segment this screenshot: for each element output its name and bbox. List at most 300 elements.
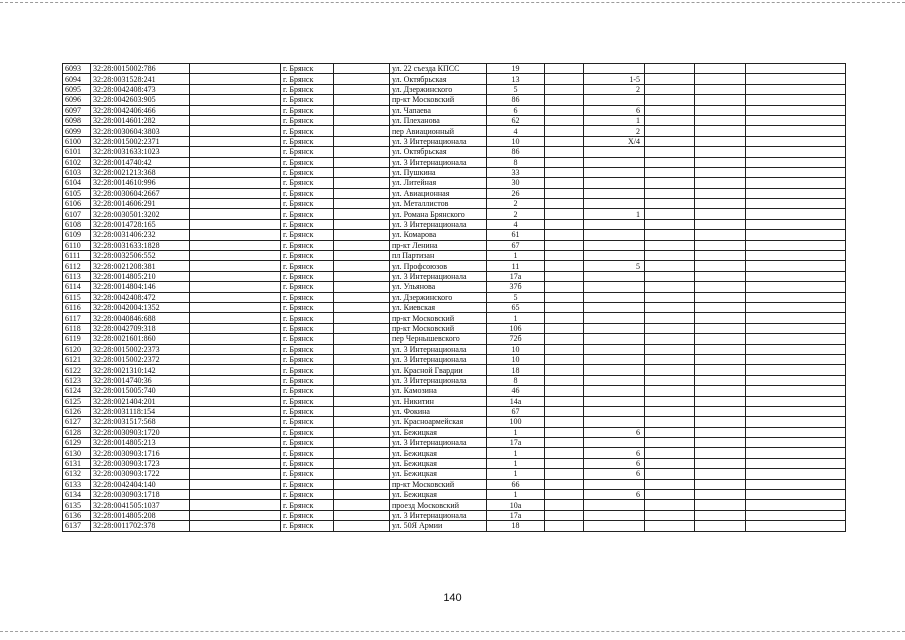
cell-house: 72б	[487, 334, 545, 344]
cell-num: 6113	[63, 271, 91, 281]
cell-empty	[545, 282, 584, 292]
cell-cad: 32:28:0042603:905	[91, 95, 190, 105]
cell-empty	[746, 126, 846, 136]
cell-city: г. Брянск	[281, 126, 334, 136]
cell-empty	[334, 365, 390, 375]
cell-house: 86	[487, 95, 545, 105]
cell-empty	[190, 490, 281, 500]
cell-empty	[545, 95, 584, 105]
cell-street: ул. Красной Гвардии	[390, 365, 487, 375]
cell-empty	[695, 167, 746, 177]
cell-empty	[190, 323, 281, 333]
table-row	[63, 261, 846, 271]
cell-empty	[334, 188, 390, 198]
cell-cad: 32:28:0014610:996	[91, 178, 190, 188]
cell-empty	[545, 261, 584, 271]
cell-street: ул. Фокина	[390, 406, 487, 416]
cell-street: ул. Комарова	[390, 230, 487, 240]
cell-empty	[645, 136, 695, 146]
cell-empty	[645, 386, 695, 396]
cell-flat	[584, 167, 645, 177]
cell-empty	[746, 105, 846, 115]
cell-city: г. Брянск	[281, 344, 334, 354]
cell-empty	[645, 64, 695, 74]
cell-cad: 32:28:0030903:1718	[91, 490, 190, 500]
cell-empty	[334, 271, 390, 281]
cell-empty	[334, 292, 390, 302]
cell-city: г. Брянск	[281, 292, 334, 302]
cell-empty	[545, 230, 584, 240]
cell-house: 67	[487, 406, 545, 416]
cell-cad: 32:28:0014606:291	[91, 199, 190, 209]
cell-street: пл Партизан	[390, 251, 487, 261]
cell-empty	[746, 188, 846, 198]
table-row	[63, 136, 846, 146]
cell-empty	[645, 74, 695, 84]
cell-empty	[190, 521, 281, 531]
cell-flat: 6	[584, 427, 645, 437]
cell-empty	[545, 354, 584, 364]
cell-street: ул. Камозина	[390, 386, 487, 396]
cell-empty	[190, 396, 281, 406]
cell-num: 6118	[63, 323, 91, 333]
cell-empty	[645, 396, 695, 406]
cell-empty	[190, 427, 281, 437]
cell-empty	[746, 313, 846, 323]
cell-empty	[190, 271, 281, 281]
cell-empty	[545, 136, 584, 146]
cell-empty	[645, 521, 695, 531]
cell-street: ул. 3 Интернационала	[390, 344, 487, 354]
cell-empty	[746, 365, 846, 375]
cell-city: г. Брянск	[281, 147, 334, 157]
cell-num: 6104	[63, 178, 91, 188]
cell-street: ул. Бежицкая	[390, 448, 487, 458]
cell-cad: 32:28:0015005:740	[91, 386, 190, 396]
cell-empty	[190, 115, 281, 125]
cell-flat	[584, 438, 645, 448]
cell-city: г. Брянск	[281, 448, 334, 458]
cell-num: 6121	[63, 354, 91, 364]
cell-street: пр-кт Московский	[390, 95, 487, 105]
cell-house: 8	[487, 375, 545, 385]
cell-empty	[695, 458, 746, 468]
cell-cad: 32:28:0042408:473	[91, 84, 190, 94]
cell-cad: 32:28:0014728:165	[91, 219, 190, 229]
cell-empty	[746, 74, 846, 84]
cell-flat	[584, 334, 645, 344]
cell-empty	[645, 178, 695, 188]
cell-cad: 32:28:0015002:2372	[91, 354, 190, 364]
cell-empty	[746, 334, 846, 344]
cell-empty	[695, 74, 746, 84]
cell-cad: 32:28:0014740:42	[91, 157, 190, 167]
cell-empty	[334, 136, 390, 146]
cell-empty	[695, 417, 746, 427]
table-row	[63, 271, 846, 281]
table-row	[63, 84, 846, 94]
cell-street: ул. 3 Интернационала	[390, 271, 487, 281]
table-row	[63, 427, 846, 437]
cell-empty	[545, 500, 584, 510]
cell-empty	[190, 105, 281, 115]
cell-house: 1	[487, 469, 545, 479]
cell-cad: 32:28:0021404:201	[91, 396, 190, 406]
cell-house: 1	[487, 490, 545, 500]
cell-empty	[190, 230, 281, 240]
cell-num: 6126	[63, 406, 91, 416]
cell-cad: 32:28:0042404:140	[91, 479, 190, 489]
cell-street: ул. Бежицкая	[390, 490, 487, 500]
cell-cad: 32:28:0030501:3202	[91, 209, 190, 219]
table-row	[63, 365, 846, 375]
cell-cad: 32:28:0021601:860	[91, 334, 190, 344]
cell-flat	[584, 354, 645, 364]
cell-cad: 32:28:0030903:1716	[91, 448, 190, 458]
cell-street: ул. Киевская	[390, 302, 487, 312]
cell-city: г. Брянск	[281, 313, 334, 323]
cell-empty	[545, 521, 584, 531]
cell-empty	[746, 261, 846, 271]
cell-empty	[190, 302, 281, 312]
cell-street: пер Авиационный	[390, 126, 487, 136]
cell-city: г. Брянск	[281, 521, 334, 531]
cell-house: 100	[487, 417, 545, 427]
cell-city: г. Брянск	[281, 136, 334, 146]
cell-empty	[695, 136, 746, 146]
cell-city: г. Брянск	[281, 479, 334, 489]
table-row	[63, 64, 846, 74]
cell-empty	[695, 84, 746, 94]
cell-empty	[746, 521, 846, 531]
cell-empty	[645, 334, 695, 344]
cell-empty	[545, 126, 584, 136]
table-row	[63, 510, 846, 520]
cell-house: 17а	[487, 438, 545, 448]
cell-num: 6100	[63, 136, 91, 146]
cell-flat: 1	[584, 209, 645, 219]
cell-cad: 32:28:0031633:1023	[91, 147, 190, 157]
cell-empty	[746, 302, 846, 312]
cell-num: 6106	[63, 199, 91, 209]
cell-empty	[746, 479, 846, 489]
cell-city: г. Брянск	[281, 157, 334, 167]
cell-flat: X/4	[584, 136, 645, 146]
cell-street: ул. 3 Интернационала	[390, 510, 487, 520]
cell-house: 1	[487, 458, 545, 468]
cell-empty	[695, 323, 746, 333]
cell-num: 6099	[63, 126, 91, 136]
cell-empty	[695, 115, 746, 125]
cell-cad: 32:28:0031633:1828	[91, 240, 190, 250]
cell-empty	[334, 313, 390, 323]
cell-empty	[545, 199, 584, 209]
cell-empty	[645, 95, 695, 105]
cell-empty	[190, 209, 281, 219]
cell-city: г. Брянск	[281, 354, 334, 364]
cell-num: 6128	[63, 427, 91, 437]
cell-num: 6116	[63, 302, 91, 312]
cell-house: 61	[487, 230, 545, 240]
cell-empty	[334, 84, 390, 94]
cell-empty	[746, 490, 846, 500]
table-row	[63, 199, 846, 209]
cell-empty	[545, 84, 584, 94]
cell-flat: 6	[584, 458, 645, 468]
cell-num: 6108	[63, 219, 91, 229]
cell-empty	[645, 271, 695, 281]
cell-street: ул. Красноармейская	[390, 417, 487, 427]
cell-empty	[695, 469, 746, 479]
cell-empty	[746, 230, 846, 240]
cell-house: 66	[487, 479, 545, 489]
cell-cad: 32:28:0015002:786	[91, 64, 190, 74]
cell-empty	[545, 417, 584, 427]
cell-empty	[545, 458, 584, 468]
cell-empty	[190, 438, 281, 448]
cell-empty	[695, 251, 746, 261]
cell-empty	[645, 438, 695, 448]
cell-empty	[545, 105, 584, 115]
table-row	[63, 417, 846, 427]
cell-city: г. Брянск	[281, 427, 334, 437]
cell-cad: 32:28:0042709:318	[91, 323, 190, 333]
cell-cad: 32:28:0031517:568	[91, 417, 190, 427]
page-number: 140	[443, 592, 462, 604]
cell-empty	[334, 354, 390, 364]
cell-empty	[746, 167, 846, 177]
cell-house: 10	[487, 136, 545, 146]
cell-cad: 32:28:0042406:466	[91, 105, 190, 115]
table-row	[63, 147, 846, 157]
cell-empty	[545, 240, 584, 250]
table-row	[63, 375, 846, 385]
cell-empty	[190, 469, 281, 479]
table-row	[63, 458, 846, 468]
cell-city: г. Брянск	[281, 188, 334, 198]
cell-empty	[190, 261, 281, 271]
cell-cad: 32:28:0031118:154	[91, 406, 190, 416]
cell-street: ул. 3 Интернационала	[390, 219, 487, 229]
cell-house: 14а	[487, 396, 545, 406]
cell-empty	[746, 95, 846, 105]
cell-empty	[545, 167, 584, 177]
cell-empty	[190, 64, 281, 74]
cell-flat	[584, 302, 645, 312]
cell-city: г. Брянск	[281, 365, 334, 375]
cell-empty	[334, 167, 390, 177]
cell-empty	[545, 479, 584, 489]
cell-empty	[695, 188, 746, 198]
cell-empty	[695, 292, 746, 302]
cell-empty	[190, 458, 281, 468]
cell-house: 30	[487, 178, 545, 188]
cell-num: 6122	[63, 365, 91, 375]
cell-empty	[334, 417, 390, 427]
cell-cad: 32:28:0015002:2373	[91, 344, 190, 354]
cell-flat	[584, 521, 645, 531]
cell-empty	[695, 521, 746, 531]
table-row	[63, 302, 846, 312]
cell-empty	[334, 344, 390, 354]
cell-empty	[746, 136, 846, 146]
cell-cad: 32:28:0014740:36	[91, 375, 190, 385]
cell-house: 19	[487, 64, 545, 74]
cell-empty	[645, 469, 695, 479]
cell-num: 6133	[63, 479, 91, 489]
cell-empty	[334, 406, 390, 416]
cell-street: ул. Дзержинского	[390, 84, 487, 94]
cell-empty	[746, 178, 846, 188]
cell-empty	[746, 84, 846, 94]
cell-empty	[334, 74, 390, 84]
cell-empty	[645, 458, 695, 468]
cell-empty	[190, 126, 281, 136]
cell-empty	[334, 427, 390, 437]
cell-empty	[334, 479, 390, 489]
cell-empty	[695, 230, 746, 240]
cell-num: 6095	[63, 84, 91, 94]
cell-empty	[334, 448, 390, 458]
cell-street: ул. Профсоюзов	[390, 261, 487, 271]
cell-empty	[545, 510, 584, 520]
cell-cad: 32:28:0030604:2667	[91, 188, 190, 198]
cell-empty	[334, 438, 390, 448]
cell-empty	[645, 199, 695, 209]
cell-num: 6098	[63, 115, 91, 125]
cell-empty	[645, 313, 695, 323]
cell-street: проезд Московский	[390, 500, 487, 510]
cell-cad: 32:28:0014805:210	[91, 271, 190, 281]
cell-cad: 32:28:0032506:552	[91, 251, 190, 261]
cell-empty	[334, 230, 390, 240]
cell-empty	[545, 344, 584, 354]
cell-flat	[584, 219, 645, 229]
cell-num: 6120	[63, 344, 91, 354]
table-row	[63, 157, 846, 167]
cell-street: ул. Октябрьская	[390, 74, 487, 84]
cell-cad: 32:28:0030903:1722	[91, 469, 190, 479]
table-row	[63, 167, 846, 177]
cell-house: 1	[487, 448, 545, 458]
cell-empty	[645, 105, 695, 115]
cell-empty	[746, 427, 846, 437]
cell-house: 8	[487, 157, 545, 167]
cell-num: 6114	[63, 282, 91, 292]
cell-flat: 6	[584, 105, 645, 115]
cell-empty	[190, 479, 281, 489]
cell-empty	[645, 365, 695, 375]
cell-city: г. Брянск	[281, 219, 334, 229]
cell-house: 2	[487, 209, 545, 219]
cell-street: ул. 22 съезда КПСС	[390, 64, 487, 74]
cell-empty	[746, 115, 846, 125]
cell-house: 10	[487, 344, 545, 354]
cell-empty	[695, 396, 746, 406]
cell-empty	[334, 510, 390, 520]
cell-flat	[584, 510, 645, 520]
cell-empty	[746, 199, 846, 209]
cell-street: ул. Ульянова	[390, 282, 487, 292]
cell-city: г. Брянск	[281, 209, 334, 219]
cell-empty	[746, 157, 846, 167]
cell-cad: 32:28:0011702:378	[91, 521, 190, 531]
cell-empty	[545, 292, 584, 302]
cell-flat: 6	[584, 469, 645, 479]
cell-house: 13	[487, 74, 545, 84]
cell-empty	[190, 500, 281, 510]
cell-city: г. Брянск	[281, 417, 334, 427]
cell-empty	[190, 199, 281, 209]
cell-empty	[746, 375, 846, 385]
cell-empty	[545, 396, 584, 406]
cell-empty	[746, 500, 846, 510]
cell-empty	[190, 282, 281, 292]
cell-empty	[746, 458, 846, 468]
cell-num: 6096	[63, 95, 91, 105]
cell-house: 5	[487, 84, 545, 94]
cell-empty	[545, 469, 584, 479]
cell-num: 6107	[63, 209, 91, 219]
cell-empty	[645, 126, 695, 136]
cell-empty	[695, 375, 746, 385]
cell-empty	[645, 344, 695, 354]
cell-house: 11	[487, 261, 545, 271]
cell-cad: 32:28:0021213:368	[91, 167, 190, 177]
cell-num: 6123	[63, 375, 91, 385]
cell-empty	[695, 126, 746, 136]
cell-street: ул. Романа Брянского	[390, 209, 487, 219]
table-row	[63, 500, 846, 510]
cell-flat	[584, 406, 645, 416]
cell-city: г. Брянск	[281, 251, 334, 261]
cell-empty	[334, 240, 390, 250]
cell-empty	[334, 302, 390, 312]
cell-empty	[695, 64, 746, 74]
cell-cad: 32:28:0031406:232	[91, 230, 190, 240]
cell-empty	[545, 323, 584, 333]
table-row	[63, 334, 846, 344]
cell-street: пр-кт Ленина	[390, 240, 487, 250]
cell-house: 65	[487, 302, 545, 312]
cell-empty	[190, 219, 281, 229]
cell-empty	[334, 396, 390, 406]
cell-city: г. Брянск	[281, 261, 334, 271]
cell-empty	[190, 334, 281, 344]
cell-street: ул. Бежицкая	[390, 458, 487, 468]
cell-empty	[334, 386, 390, 396]
cell-empty	[545, 209, 584, 219]
cell-street: ул. Чапаева	[390, 105, 487, 115]
cell-empty	[645, 375, 695, 385]
cell-empty	[545, 365, 584, 375]
cell-empty	[334, 126, 390, 136]
table-row	[63, 95, 846, 105]
cell-street: ул. 3 Интернационала	[390, 375, 487, 385]
cell-flat	[584, 95, 645, 105]
cell-empty	[545, 375, 584, 385]
cell-empty	[695, 406, 746, 416]
cell-empty	[746, 251, 846, 261]
table-row	[63, 469, 846, 479]
cell-empty	[334, 334, 390, 344]
cell-house: 6	[487, 105, 545, 115]
cell-street: ул. Пушкина	[390, 167, 487, 177]
cell-house: 4	[487, 126, 545, 136]
cell-flat	[584, 271, 645, 281]
cell-empty	[645, 354, 695, 364]
cell-house: 18	[487, 365, 545, 375]
